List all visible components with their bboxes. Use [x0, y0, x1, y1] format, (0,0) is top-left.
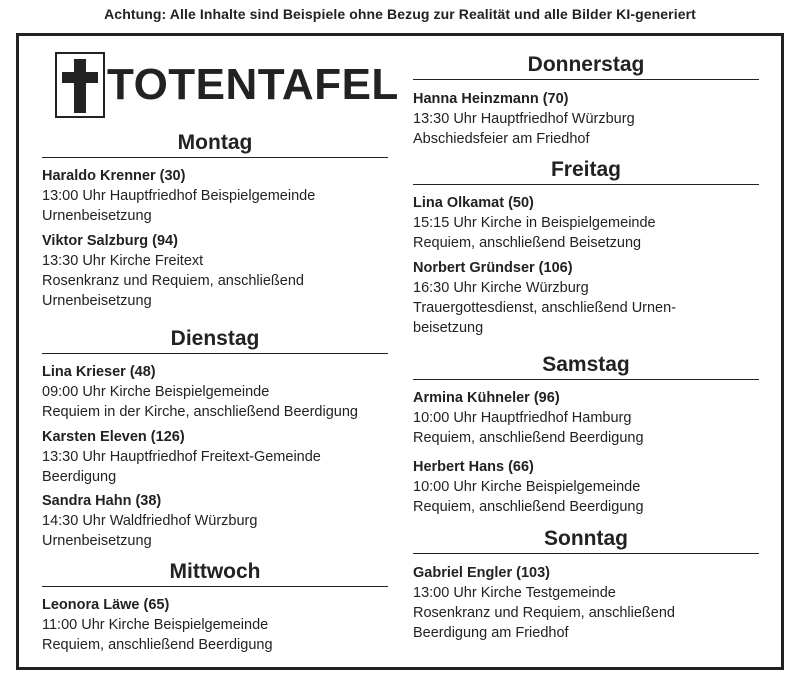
day-heading-dienstag: Dienstag [42, 326, 388, 354]
cross-icon [55, 52, 105, 118]
entry-name: Lina Krieser (48) [42, 364, 156, 380]
obituary-board [16, 33, 784, 670]
entry-line: Urnenbeisetzung [42, 533, 152, 549]
entry-line: 15:15 Uhr Kirche in Beispielgemeinde [413, 215, 656, 231]
entry-name: Herbert Hans (66) [413, 459, 534, 475]
entry-line: Rosenkranz und Requiem, anschließend [413, 605, 675, 621]
list-item [413, 388, 773, 448]
entry-line: 13:30 Uhr Hauptfriedhof Würzburg [413, 111, 635, 127]
day-heading-mittwoch: Mittwoch [42, 559, 388, 587]
entry-line: Rosenkranz und Requiem, anschließend [42, 273, 304, 289]
entry-line: Abschiedsfeier am Friedhof [413, 131, 590, 147]
list-item [42, 491, 402, 551]
list-item [42, 166, 402, 226]
entry-line: Urnenbeisetzung [42, 208, 152, 224]
entry-name: Viktor Salzburg (94) [42, 233, 178, 249]
entry-line: Beerdigung am Friedhof [413, 625, 569, 641]
logo-text: TOTENTAFEL [107, 60, 399, 109]
day-heading-donnerstag: Donnerstag [413, 52, 759, 80]
entry-line: 16:30 Uhr Kirche Würzburg [413, 280, 589, 296]
day-heading-samstag: Samstag [413, 352, 759, 380]
entry-line: 10:00 Uhr Hauptfriedhof Hamburg [413, 410, 632, 426]
list-item [413, 563, 773, 643]
entry-line: Requiem, anschließend Beerdigung [413, 499, 644, 515]
list-item [413, 89, 773, 149]
disclaimer-notice: Achtung: Alle Inhalte sind Beispiele ohne Bezug zur Realität und alle Bilder KI-generiert [104, 6, 696, 22]
entry-line: Requiem, anschließend Beerdigung [413, 430, 644, 446]
list-item [42, 427, 402, 487]
entry-line: 13:30 Uhr Kirche Freitext [42, 253, 204, 269]
entry-line: 10:00 Uhr Kirche Beispielgemeinde [413, 479, 641, 495]
entry-line: Requiem, anschließend Beerdigung [42, 637, 273, 653]
entry-line: 13:30 Uhr Hauptfriedhof Freitext-Gemeinde [42, 449, 321, 465]
list-item [413, 457, 773, 517]
entry-name: Leonora Läwe (65) [42, 597, 170, 613]
entry-line: Requiem in der Kirche, anschließend Beerdigung [42, 404, 358, 420]
day-heading-sonntag: Sonntag [413, 526, 759, 554]
entry-line: Trauergottesdienst, anschließend Urnen- [413, 300, 677, 316]
list-item [42, 231, 402, 311]
list-item [413, 258, 773, 338]
list-item [42, 362, 402, 422]
logo [34, 52, 399, 118]
entry-name: Sandra Hahn (38) [42, 493, 162, 509]
entry-name: Armina Kühneler (96) [413, 390, 560, 406]
entry-name: Karsten Eleven (126) [42, 429, 185, 445]
entry-line: 09:00 Uhr Kirche Beispielgemeinde [42, 384, 270, 400]
entry-name: Gabriel Engler (103) [413, 565, 550, 581]
entry-name: Lina Olkamat (50) [413, 195, 534, 211]
list-item [42, 595, 402, 655]
entry-name: Hanna Heinzmann (70) [413, 91, 569, 107]
entry-line: 13:00 Uhr Hauptfriedhof Beispielgemeinde [42, 188, 316, 204]
day-heading-freitag: Freitag [413, 157, 759, 185]
entry-line: Requiem, anschließend Beisetzung [413, 235, 642, 251]
entry-line: 11:00 Uhr Kirche Beispielgemeinde [42, 617, 269, 633]
entry-line: beisetzung [413, 320, 484, 336]
entry-line: 14:30 Uhr Waldfriedhof Würzburg [42, 513, 258, 529]
entry-name: Haraldo Krenner (30) [42, 168, 186, 184]
entry-line: 13:00 Uhr Kirche Testgemeinde [413, 585, 616, 601]
list-item [413, 193, 773, 253]
entry-line: Beerdigung [42, 469, 117, 485]
entry-name: Norbert Gründser (106) [413, 260, 573, 276]
entry-line: Urnenbeisetzung [42, 293, 152, 309]
day-heading-montag: Montag [42, 130, 388, 158]
